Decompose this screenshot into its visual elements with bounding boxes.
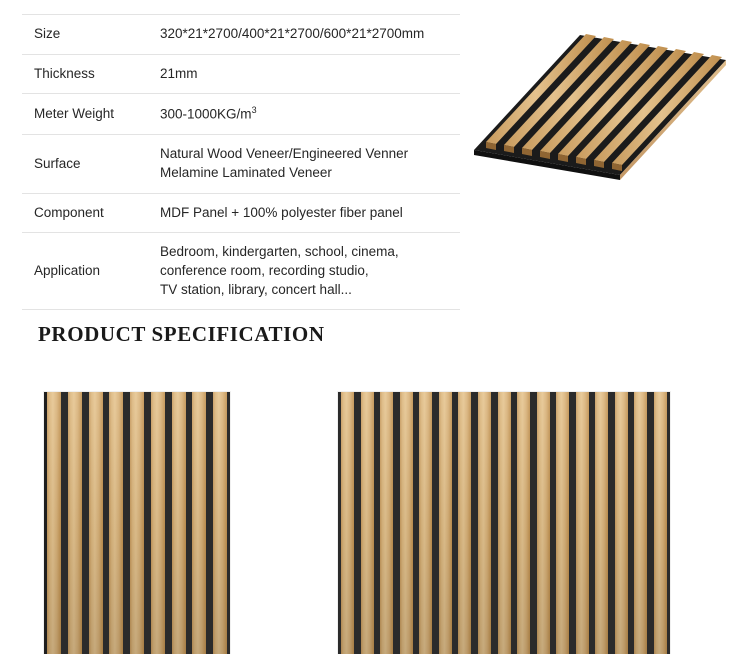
- table-row: [22, 94, 460, 135]
- spec-value-line: 21mm: [160, 65, 198, 81]
- spec-value-thickness: [156, 54, 460, 94]
- spec-label-component: Component: [34, 204, 104, 220]
- slat: [341, 392, 354, 654]
- spec-value-application: [156, 233, 460, 310]
- slat: [172, 392, 186, 654]
- slat: [89, 392, 103, 654]
- product-hero-image: [468, 20, 738, 180]
- slat: [654, 392, 667, 654]
- slat: [192, 392, 206, 654]
- spec-value-line: TV station, library, concert hall...: [160, 281, 352, 297]
- slat: [361, 392, 374, 654]
- slat: [478, 392, 491, 654]
- spec-value-surface: [156, 135, 460, 193]
- slat: [109, 392, 123, 654]
- slat-panel-3d-illustration: [468, 20, 738, 180]
- spec-label-meter-weight: Meter Weight: [34, 106, 115, 121]
- slat: [213, 392, 227, 654]
- table-row: [22, 15, 460, 55]
- slat: [556, 392, 569, 654]
- slat-group-left: [44, 392, 230, 654]
- slat: [419, 392, 432, 654]
- spec-value-meter-weight: [156, 94, 460, 135]
- product-image-right: [338, 392, 670, 654]
- slat: [130, 392, 144, 654]
- spec-value-line: Bedroom, kindergarten, school, cinema,: [160, 244, 399, 260]
- spec-label-thickness: Thickness: [34, 65, 95, 81]
- slat: [68, 392, 82, 654]
- table-row: [22, 54, 460, 94]
- slat: [517, 392, 530, 654]
- product-image-left: [44, 392, 230, 654]
- slat: [400, 392, 413, 654]
- spec-label-surface: Surface: [34, 155, 81, 171]
- slat: [576, 392, 589, 654]
- spec-label-size: Size: [34, 26, 61, 41]
- spec-label-application: Application: [34, 262, 101, 278]
- spec-value-line: Natural Wood Veneer/Engineered Venner: [160, 146, 409, 162]
- spec-value-line: MDF Panel + 100% polyester fiber panel: [160, 204, 403, 220]
- spec-value-line: 320*21*2700/400*21*2700/600*21*2700mm: [160, 26, 425, 41]
- spec-value-line: conference room, recording studio,: [160, 262, 369, 278]
- slat: [47, 392, 61, 654]
- table-row: [22, 135, 460, 193]
- slat: [380, 392, 393, 654]
- slat: [615, 392, 628, 654]
- slat: [151, 392, 165, 654]
- slat: [595, 392, 608, 654]
- slat: [537, 392, 550, 654]
- slat: [458, 392, 471, 654]
- slat: [439, 392, 452, 654]
- spec-value-size: [156, 15, 460, 55]
- table-row: [22, 233, 460, 310]
- spec-value-line: $300-1000KG/m^3$: [160, 105, 257, 122]
- table-row: [22, 193, 460, 233]
- specification-table-body: [22, 15, 460, 310]
- slat-group-right: [338, 392, 670, 654]
- page-title: PRODUCT SPECIFICATION: [38, 322, 325, 346]
- specification-table: [22, 14, 460, 310]
- slat: [498, 392, 511, 654]
- slat: [634, 392, 647, 654]
- spec-value-component: [156, 193, 460, 233]
- spec-value-line: Melamine Laminated Veneer: [160, 165, 332, 180]
